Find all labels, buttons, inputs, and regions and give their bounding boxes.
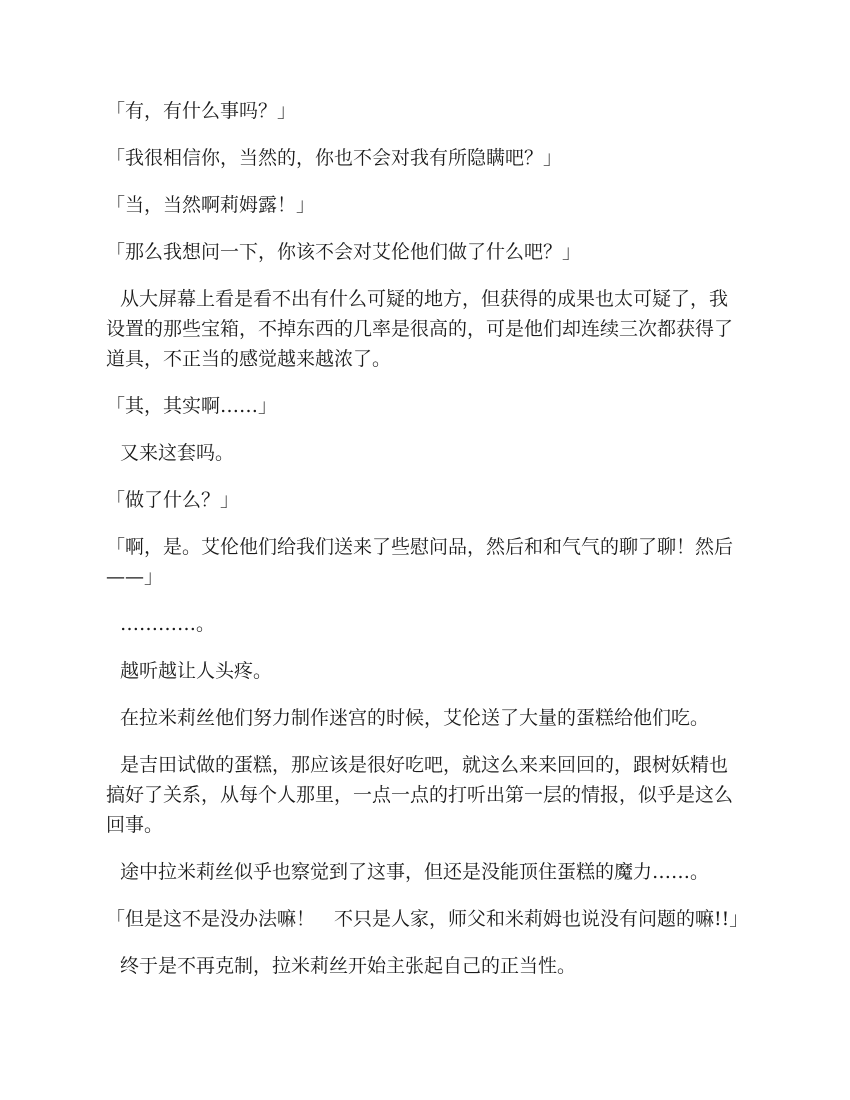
paragraph-12: 在拉米莉丝他们努力制作迷宫的时候，艾伦送了大量的蛋糕给他们吃。 xyxy=(120,707,710,729)
paragraph-16: 终于是不再克制，拉米莉丝开始主张起自己的正当性。 xyxy=(120,955,577,977)
paragraph-14: 途中拉米莉丝似乎也察觉到了这事，但还是没能顶住蛋糕的魔力……。 xyxy=(120,861,710,883)
document-body xyxy=(106,96,749,998)
paragraph-2: 「我很相信你，当然的，你也不会对我有所隐瞒吧？」 xyxy=(106,147,563,169)
paragraph-5: 从大屏幕上看是看不出有什么可疑的地方，但获得的成果也太可疑了，我设置的那些宝箱，不掉东西的几率是很高的，可是他们却连续三次都获得了道具，不正当的感觉越来越浓了。 xyxy=(106,288,734,370)
paragraph-6: 「其，其实啊……」 xyxy=(106,395,278,417)
paragraph-9: 「啊，是。艾伦他们给我们送来了些慰问品，然后和和气气的聊了聊！然后——」 xyxy=(106,536,734,588)
paragraph-10: …………。 xyxy=(120,613,216,635)
paragraph-1: 「有，有什么事吗？」 xyxy=(106,100,297,122)
paragraph-3: 「当，当然啊莉姆露！」 xyxy=(106,194,316,216)
paragraph-15: 「但是这不是没办法嘛！ 不只是人家，师父和米莉姆也说没有问题的嘛!!」 xyxy=(106,908,749,930)
paragraph-8: 「做了什么？」 xyxy=(106,489,240,511)
paragraph-13: 是吉田试做的蛋糕，那应该是很好吃吧，就这么来来回回的，跟树妖精也搞好了关系，从每个人那里，一点一点的打听出第一层的情报，似乎是这么回事。 xyxy=(106,754,734,836)
paragraph-11: 越听越让人头疼。 xyxy=(120,660,273,682)
paragraph-4: 「那么我想问一下，你该不会对艾伦他们做了什么吧？」 xyxy=(106,241,582,263)
paragraph-7: 又来这套吗。 xyxy=(120,442,235,464)
